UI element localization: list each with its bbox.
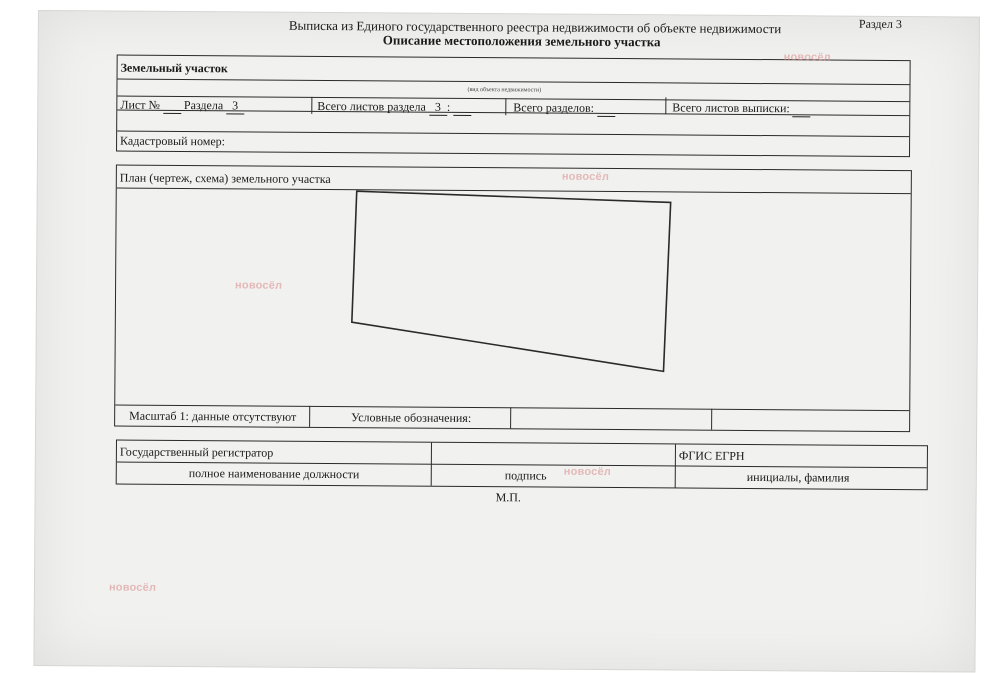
total-sections-value [597,101,615,117]
total-sheets-value [793,101,811,117]
sheet-number-value [163,98,181,114]
object-type: Земельный участок [120,60,228,76]
total-sheets-field [672,100,811,117]
section-number: Раздел 3 [858,16,902,32]
total-sections-field [513,100,615,117]
document-subtitle: Описание местоположения земельного участка [382,32,661,50]
watermark-logo: новосёл [563,465,612,479]
sheet-number-label: Лист № [120,97,160,112]
total-sheets-label: Всего листов выписки: [672,100,790,116]
sheet-number-field [120,98,244,115]
scale-label: Масштаб 1: данные отсутствуют [129,408,297,424]
watermark-logo: новосёл [235,279,283,292]
initials-caption: инициалы, фамилия [746,469,850,485]
signature-table [116,440,928,491]
legend-label: Условные обозначения: [351,410,472,426]
section-field-value: 3 [226,98,244,114]
plan-table [114,165,912,433]
plan-title: План (чертеж, схема) земельного участка [119,170,331,187]
object-info-table [116,55,911,158]
total-sheets-section-field: Всего листов раздела 3 : [317,99,471,116]
total-sheets-section-blank [453,100,471,116]
watermark-logo: новосёл [783,51,831,64]
object-type-caption: (вид объекта недвижимости) [467,87,542,94]
land-plot-polygon [352,191,671,371]
total-sections-label: Всего разделов: [513,100,595,115]
document-title: Выписка из Единого государственного реестра недвижимости об объекте недвижимости [288,17,782,37]
registrar-label: Государственный регистратор [119,444,274,460]
cadastral-number-label: Кадастровый номер: [120,133,226,149]
total-sheets-section-value: 3 [429,100,447,116]
watermark-logo: новосёл [561,170,610,183]
position-caption: полное наименование должности [188,466,360,482]
total-sheets-section-label: Всего листов раздела [317,98,426,114]
watermark-logo: новосёл [108,581,157,594]
section-field-label: Раздела [183,98,224,113]
stamp-label: М.П. [495,490,522,505]
signature-caption: подпись [504,468,547,483]
system-label: ФГИС ЕГРН [678,448,745,463]
document-sheet [33,10,980,673]
